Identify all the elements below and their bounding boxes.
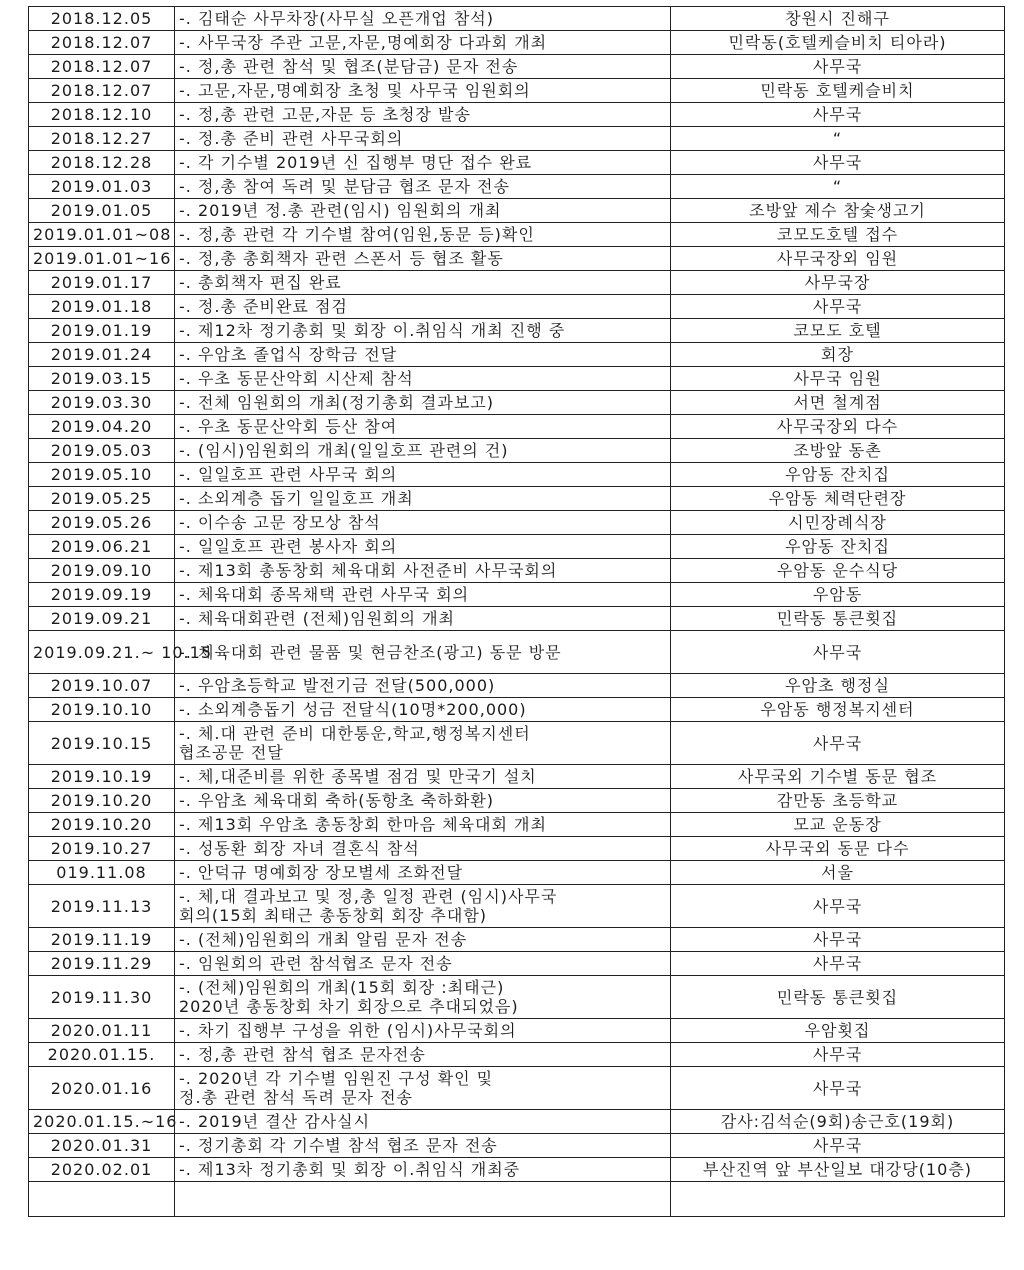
date-cell: 2019.09.10	[29, 559, 175, 583]
table-row	[29, 343, 1005, 367]
location-cell: 우암동 행정복지센터	[671, 698, 1005, 722]
table-row	[29, 607, 1005, 631]
description-cell: -. 정,총 관련 각 기수별 참여(임원,동문 등)확인	[175, 223, 671, 247]
description-cell: -. 제13회 총동창회 체육대회 사전준비 사무국회의	[175, 559, 671, 583]
description-cell: -. 우암초등학교 발전기금 전달(500,000)	[175, 674, 671, 698]
blank-cell	[175, 1182, 671, 1217]
table-row	[29, 127, 1005, 151]
location-cell: 사무국장	[671, 271, 1005, 295]
location-cell: 감사:김석순(9회)송근호(19회)	[671, 1110, 1005, 1134]
location-cell: 사무국장외 임원	[671, 247, 1005, 271]
description-cell: -. 체,대준비를 위한 종목별 점검 및 만국기 설치	[175, 765, 671, 789]
table-row	[29, 722, 1005, 765]
table-row	[29, 463, 1005, 487]
location-cell: 감만동 초등학교	[671, 789, 1005, 813]
description-cell: -. 우암초 체육대회 축하(동항초 축하화환)	[175, 789, 671, 813]
table-row	[29, 319, 1005, 343]
date-cell: 019.11.08	[29, 861, 175, 885]
table-row	[29, 199, 1005, 223]
date-cell: 2019.01.18	[29, 295, 175, 319]
location-cell: 회장	[671, 343, 1005, 367]
table-row	[29, 55, 1005, 79]
table-row	[29, 1019, 1005, 1043]
table-row	[29, 674, 1005, 698]
description-cell: -. 체육대회 종목채택 관련 사무국 회의	[175, 583, 671, 607]
location-cell: 사무국	[671, 1067, 1005, 1110]
description-cell: -. 정,총 관련 고문,자문 등 초청장 발송	[175, 103, 671, 127]
date-cell: 2020.01.15.~16	[29, 1110, 175, 1134]
table-row	[29, 837, 1005, 861]
date-cell: 2019.11.30	[29, 976, 175, 1019]
table-row	[29, 813, 1005, 837]
location-cell: 모교 운동장	[671, 813, 1005, 837]
description-cell: -. 우초 동문산악회 등산 참여	[175, 415, 671, 439]
location-cell: 사무국장외 다수	[671, 415, 1005, 439]
location-cell: 사무국	[671, 1043, 1005, 1067]
date-cell: 2019.10.15	[29, 722, 175, 765]
blank-row	[29, 1182, 1005, 1217]
table-row	[29, 952, 1005, 976]
description-cell: -. 정기총회 각 기수별 참석 협조 문자 전송	[175, 1134, 671, 1158]
table-row	[29, 1134, 1005, 1158]
location-cell: 민락동 통큰횟집	[671, 607, 1005, 631]
table-row	[29, 765, 1005, 789]
description-cell: -. 체,대 결과보고 및 정,총 일정 관련 (임시)사무국 회의(15회 최태근 총동창회 회장 추대함)	[175, 885, 671, 928]
activity-log-body	[29, 7, 1005, 1217]
date-cell: 2019.09.21.~ 10.15	[29, 631, 175, 674]
table-row	[29, 1067, 1005, 1110]
description-cell: -. 체육대회 관련 물품 및 현금찬조(광고) 동문 방문	[175, 631, 671, 674]
description-cell: -. 차기 집행부 구성을 위한 (임시)사무국회의	[175, 1019, 671, 1043]
description-cell: -. 제13회 우암초 총동창회 한마음 체육대회 개최	[175, 813, 671, 837]
location-cell: 사무국	[671, 1134, 1005, 1158]
description-cell: -. 체.대 관련 준비 대한통운,학교,행정복지센터 협조공문 전달	[175, 722, 671, 765]
date-cell: 2019.10.19	[29, 765, 175, 789]
description-cell: -. 성동환 회장 자녀 결혼식 참석	[175, 837, 671, 861]
table-row	[29, 223, 1005, 247]
date-cell: 2018.12.10	[29, 103, 175, 127]
date-cell: 2019.01.17	[29, 271, 175, 295]
table-row	[29, 391, 1005, 415]
date-cell: 2019.10.27	[29, 837, 175, 861]
description-cell: -. 2019년 정.총 관련(임시) 임원회의 개최	[175, 199, 671, 223]
location-cell: 우암동 운수식당	[671, 559, 1005, 583]
location-cell: 민락동(호텔케슬비치 티아라)	[671, 31, 1005, 55]
table-row	[29, 559, 1005, 583]
description-cell: -. 일일호프 관련 사무국 회의	[175, 463, 671, 487]
location-cell: 코모도호텔 접수	[671, 223, 1005, 247]
date-cell: 2020.01.15.	[29, 1043, 175, 1067]
location-cell: 사무국	[671, 722, 1005, 765]
table-row	[29, 511, 1005, 535]
location-cell: 사무국	[671, 55, 1005, 79]
activity-log-sheet	[28, 6, 1004, 1217]
description-cell: -. 전체 임원회의 개최(정기총회 결과보고)	[175, 391, 671, 415]
date-cell: 2019.05.26	[29, 511, 175, 535]
date-cell: 2020.02.01	[29, 1158, 175, 1182]
table-row	[29, 789, 1005, 813]
description-cell: -. 정.총 준비 관련 사무국회의	[175, 127, 671, 151]
date-cell: 2019.10.10	[29, 698, 175, 722]
location-cell: 사무국외 동문 다수	[671, 837, 1005, 861]
date-cell: 2018.12.07	[29, 55, 175, 79]
description-cell: -. 소외계층 돕기 일일호프 개최	[175, 487, 671, 511]
location-cell: 사무국	[671, 885, 1005, 928]
description-cell: -. 사무국장 주관 고문,자문,명예회장 다과회 개최	[175, 31, 671, 55]
location-cell: 사무국	[671, 151, 1005, 175]
location-cell: 우암동 체력단련장	[671, 487, 1005, 511]
location-cell: 서울	[671, 861, 1005, 885]
date-cell: 2018.12.07	[29, 31, 175, 55]
table-row	[29, 439, 1005, 463]
table-row	[29, 698, 1005, 722]
location-cell: 사무국	[671, 295, 1005, 319]
description-cell: -. 우초 동문산악회 시산제 참석	[175, 367, 671, 391]
date-cell: 2019.03.15	[29, 367, 175, 391]
location-cell: 사무국 임원	[671, 367, 1005, 391]
location-cell: 우암횟집	[671, 1019, 1005, 1043]
blank-cell	[29, 1182, 175, 1217]
table-row	[29, 415, 1005, 439]
table-row	[29, 367, 1005, 391]
table-row	[29, 976, 1005, 1019]
location-cell: “	[671, 127, 1005, 151]
location-cell: 부산진역 앞 부산일보 대강당(10층)	[671, 1158, 1005, 1182]
date-cell: 2019.03.30	[29, 391, 175, 415]
date-cell: 2019.01.24	[29, 343, 175, 367]
location-cell: 민락동 통큰횟집	[671, 976, 1005, 1019]
description-cell: -. 정,총 총회책자 관련 스폰서 등 협조 활동	[175, 247, 671, 271]
location-cell: 사무국	[671, 952, 1005, 976]
table-row	[29, 535, 1005, 559]
location-cell: 서면 철계점	[671, 391, 1005, 415]
location-cell: 민락동 호텔케슬비치	[671, 79, 1005, 103]
description-cell: -. 제13차 정기총회 및 회장 이.취임식 개최중	[175, 1158, 671, 1182]
location-cell: 사무국	[671, 103, 1005, 127]
table-row	[29, 885, 1005, 928]
date-cell: 2019.11.19	[29, 928, 175, 952]
date-cell: 2019.05.25	[29, 487, 175, 511]
table-row	[29, 928, 1005, 952]
date-cell: 2019.11.13	[29, 885, 175, 928]
location-cell: 사무국	[671, 928, 1005, 952]
date-cell: 2019.04.20	[29, 415, 175, 439]
location-cell: 조방앞 제수 참숯생고기	[671, 199, 1005, 223]
date-cell: 2020.01.16	[29, 1067, 175, 1110]
description-cell: -. 김태순 사무차장(사무실 오픈개업 참석)	[175, 7, 671, 31]
table-row	[29, 271, 1005, 295]
date-cell: 2018.12.05	[29, 7, 175, 31]
date-cell: 2020.01.31	[29, 1134, 175, 1158]
table-row	[29, 1110, 1005, 1134]
location-cell: 사무국외 기수별 동문 협조	[671, 765, 1005, 789]
description-cell: -. 우암초 졸업식 장학금 전달	[175, 343, 671, 367]
table-row	[29, 583, 1005, 607]
date-cell: 2019.11.29	[29, 952, 175, 976]
table-row	[29, 7, 1005, 31]
description-cell: -. 정.총 준비완료 점검	[175, 295, 671, 319]
date-cell: 2018.12.07	[29, 79, 175, 103]
location-cell: 우암동 잔치집	[671, 463, 1005, 487]
date-cell: 2019.05.10	[29, 463, 175, 487]
description-cell: -. 소외계층돕기 성금 전달식(10명*200,000)	[175, 698, 671, 722]
date-cell: 2019.10.20	[29, 813, 175, 837]
date-cell: 2019.10.20	[29, 789, 175, 813]
date-cell: 2019.01.03	[29, 175, 175, 199]
description-cell: -. 정,총 참여 독려 및 분담금 협조 문자 전송	[175, 175, 671, 199]
description-cell: -. 임원회의 관련 참석협조 문자 전송	[175, 952, 671, 976]
description-cell: -. 각 기수별 2019년 신 집행부 명단 접수 완료	[175, 151, 671, 175]
description-cell: -. 정,총 관련 참석 및 협조(분담금) 문자 전송	[175, 55, 671, 79]
location-cell: “	[671, 175, 1005, 199]
table-row	[29, 861, 1005, 885]
date-cell: 2019.05.03	[29, 439, 175, 463]
table-row	[29, 103, 1005, 127]
description-cell: -. 제12차 정기총회 및 회장 이.취임식 개최 진행 중	[175, 319, 671, 343]
date-cell: 2018.12.27	[29, 127, 175, 151]
description-cell: -. (전체)임원회의 개최(15회 회장 :최태근) 2020년 총동창회 차기 회장으로 추대되었음)	[175, 976, 671, 1019]
location-cell: 창원시 진해구	[671, 7, 1005, 31]
table-row	[29, 79, 1005, 103]
description-cell: -. 2020년 각 기수별 임원진 구성 확인 및 정.총 관련 참석 독려 문자 전송	[175, 1067, 671, 1110]
date-cell: 2019.01.01~08	[29, 223, 175, 247]
date-cell: 2019.01.01~16	[29, 247, 175, 271]
table-row	[29, 295, 1005, 319]
description-cell: -. (전체)임원회의 개최 알림 문자 전송	[175, 928, 671, 952]
date-cell: 2019.09.19	[29, 583, 175, 607]
description-cell: -. (임시)임원회의 개최(일일호프 관련의 건)	[175, 439, 671, 463]
location-cell: 우암초 행정실	[671, 674, 1005, 698]
blank-cell	[671, 1182, 1005, 1217]
location-cell: 사무국	[671, 631, 1005, 674]
table-row	[29, 247, 1005, 271]
table-row	[29, 1158, 1005, 1182]
description-cell: -. 정,총 관련 참석 협조 문자전송	[175, 1043, 671, 1067]
location-cell: 조방앞 동촌	[671, 439, 1005, 463]
location-cell: 우암동	[671, 583, 1005, 607]
date-cell: 2019.06.21	[29, 535, 175, 559]
date-cell: 2019.09.21	[29, 607, 175, 631]
location-cell: 코모도 호텔	[671, 319, 1005, 343]
date-cell: 2019.10.07	[29, 674, 175, 698]
table-row	[29, 31, 1005, 55]
description-cell: -. 총회책자 편집 완료	[175, 271, 671, 295]
description-cell: -. 이수송 고문 장모상 참석	[175, 511, 671, 535]
description-cell: -. 2019년 결산 감사실시	[175, 1110, 671, 1134]
table-row	[29, 151, 1005, 175]
date-cell: 2020.01.11	[29, 1019, 175, 1043]
description-cell: -. 일일호프 관련 봉사자 회의	[175, 535, 671, 559]
location-cell: 우암동 잔치집	[671, 535, 1005, 559]
date-cell: 2019.01.19	[29, 319, 175, 343]
activity-log-table	[28, 6, 1005, 1217]
date-cell: 2019.01.05	[29, 199, 175, 223]
table-row	[29, 1043, 1005, 1067]
location-cell: 시민장례식장	[671, 511, 1005, 535]
description-cell: -. 체육대회관련 (전체)임원회의 개최	[175, 607, 671, 631]
description-cell: -. 고문,자문,명예회장 초청 및 사무국 임원회의	[175, 79, 671, 103]
table-row	[29, 631, 1005, 674]
table-row	[29, 487, 1005, 511]
description-cell: -. 안덕규 명예회장 장모별세 조화전달	[175, 861, 671, 885]
date-cell: 2018.12.28	[29, 151, 175, 175]
table-row	[29, 175, 1005, 199]
